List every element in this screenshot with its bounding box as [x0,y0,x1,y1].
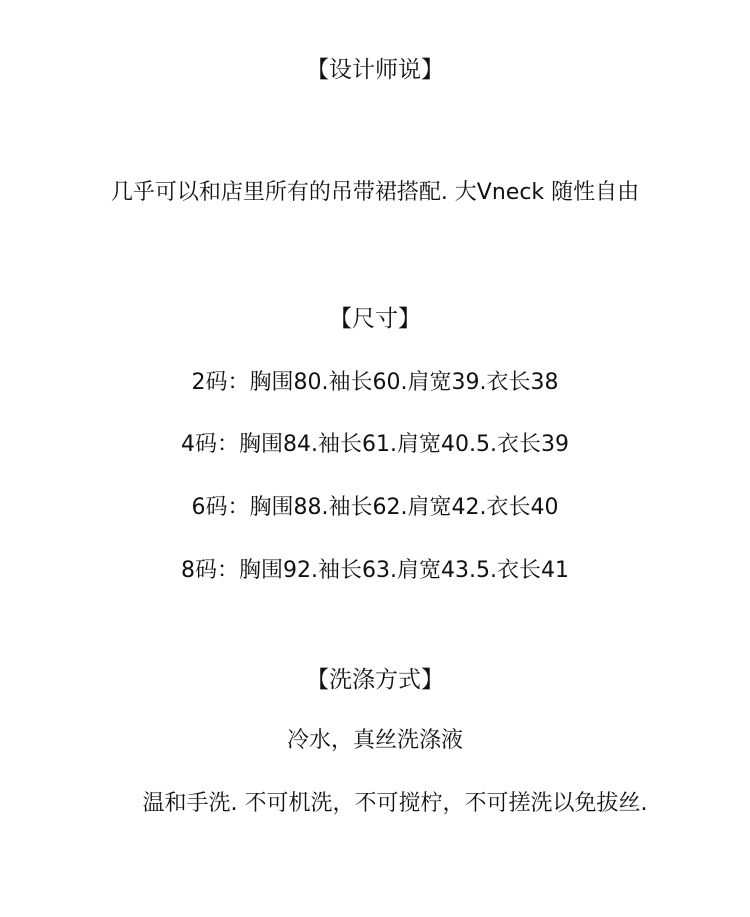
size-row-8: 8码：胸围92.袖长63.肩宽43.5.衣长41 [181,558,569,583]
size-heading: 【尺寸】 [329,306,421,332]
size-row-4: 4码：胸围84.袖长61.肩宽40.5.衣长39 [181,432,569,457]
washing-line-2: 温和手洗. 不可机洗，不可搅柠，不可搓洗以免拔丝. [142,791,648,816]
designer-text: 几乎可以和店里所有的吊带裙搭配. 大Vneck 随性自由 [110,180,640,205]
washing-heading: 【洗涤方式】 [306,667,444,693]
designer-heading: 【设计师说】 [306,57,444,83]
washing-line-1: 冷水，真丝洗涤液 [286,728,463,753]
size-row-2: 2码：胸围80.袖长60.肩宽39.衣长38 [191,370,559,395]
size-row-6: 6码：胸围88.袖长62.肩宽42.衣长40 [191,495,559,520]
